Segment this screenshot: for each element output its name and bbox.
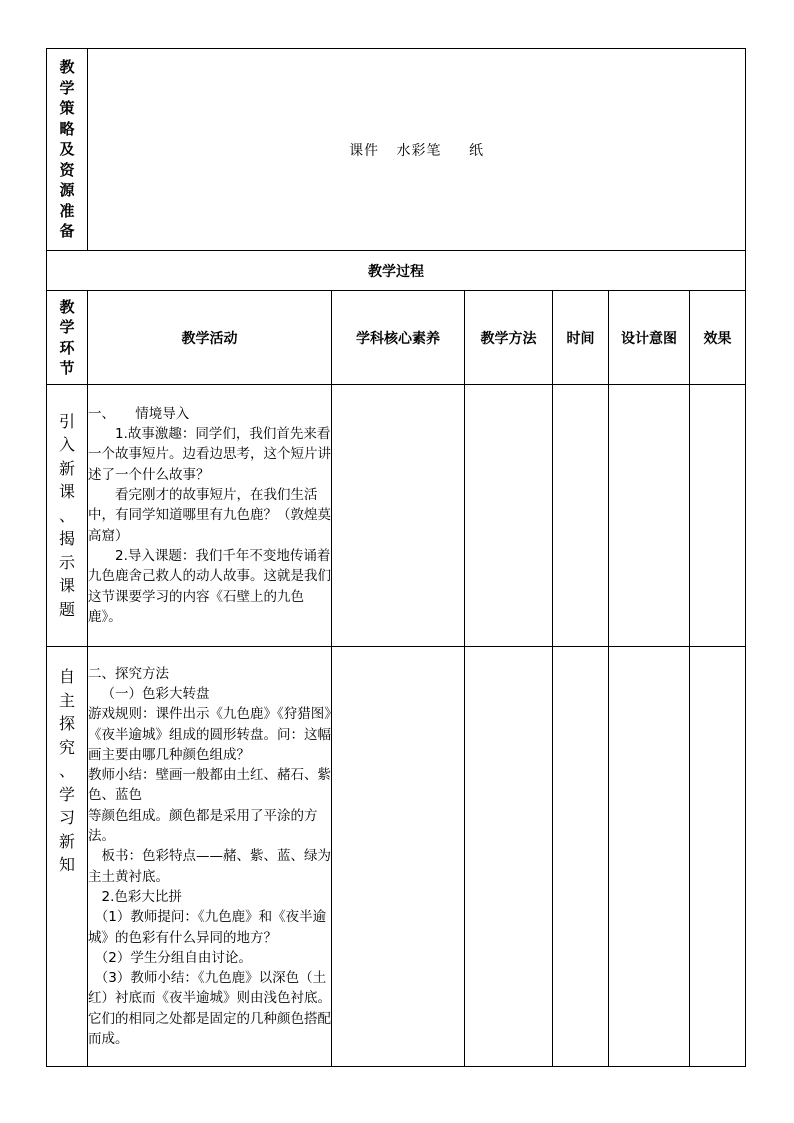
process-title-row xyxy=(47,251,746,291)
activity-line: 1.故事激趣：同学们，我们首先来看一个故事短片。边看边思考，这个短片讲述了一个什么故事？ xyxy=(88,426,331,483)
strategy-row xyxy=(47,49,746,251)
label-char: 引 xyxy=(58,411,75,431)
label-char: 究 xyxy=(58,737,75,757)
label-char: 资 xyxy=(59,160,75,179)
activity-line: 看完刚才的故事短片，在我们生活中，有同学知道哪里有九色鹿？（敦煌莫高窟） xyxy=(88,487,331,544)
activity-line: （1）教师提问：《九色鹿》和《夜半逾城》的色彩有什么异同的地方？ xyxy=(88,909,327,946)
stage-row xyxy=(47,385,746,647)
strategy-label xyxy=(47,49,88,251)
label-char: 及 xyxy=(59,140,75,159)
label-char: 课 xyxy=(58,482,75,502)
activity-line: 2.导入课题：我们千年不变地传诵着九色鹿舍己救人的动人故事。这就是我们这节课要学习的内容《石壁上的九色鹿》。 xyxy=(88,547,331,625)
label-char: 揭 xyxy=(58,529,75,549)
label-char: 题 xyxy=(58,599,75,619)
label-char: 入 xyxy=(58,435,75,455)
stage-row xyxy=(47,647,746,1067)
activity-cell xyxy=(88,647,332,1067)
activity-line: （一）色彩大转盘 xyxy=(101,685,210,702)
intent-cell xyxy=(609,385,690,647)
label-char: 源 xyxy=(59,181,75,200)
intent-cell xyxy=(609,647,690,1067)
activity-line: 板书：色彩特点——赭、紫、蓝、绿为主土黄衬底。 xyxy=(88,848,331,885)
activity-line: （3）教师小结：《九色鹿》以深色（土红）衬底而《夜半逾城》则由浅色衬底。它们的相同之处都是固定的几种颜色搭配而成。 xyxy=(88,970,331,1048)
column-header-time: 时间 xyxy=(553,291,609,385)
label-char: 探 xyxy=(58,714,75,733)
header-row xyxy=(47,291,746,385)
stage-label xyxy=(47,385,88,647)
lesson-plan-table xyxy=(46,48,746,1067)
activity-line: （2）学生分组自由讨论。 xyxy=(94,949,252,966)
label-char: 备 xyxy=(59,222,75,241)
effect-cell xyxy=(690,385,746,647)
activity-line: 教师小结：壁画一般都由土红、赭石、紫色、蓝色 xyxy=(88,767,331,804)
process-title: 教学过程 xyxy=(47,251,746,291)
time-cell xyxy=(553,385,609,647)
label-char: 策 xyxy=(59,99,75,118)
label-char: 知 xyxy=(58,855,75,874)
activity-cell xyxy=(88,385,332,647)
activity-line: 游戏规则：课件出示《九色鹿》《狩猎图》《夜半逾城》组成的圆形转盘。问：这幅画主要由哪几种颜色组成？ xyxy=(88,706,331,763)
literacy-cell xyxy=(332,647,465,1067)
label-char: 准 xyxy=(59,201,75,220)
label-char: 教 xyxy=(59,58,75,77)
resources-cell xyxy=(88,49,746,251)
column-header-activity: 教学活动 xyxy=(88,291,332,385)
label-char: 示 xyxy=(58,552,75,572)
label-char: 略 xyxy=(59,119,75,138)
label-char: 新 xyxy=(58,831,75,851)
column-header-intent: 设计意图 xyxy=(609,291,690,385)
resource-item: 水彩笔 xyxy=(396,142,442,159)
label-char: 习 xyxy=(58,808,75,827)
resource-item: 纸 xyxy=(468,142,484,159)
stage-header xyxy=(47,291,88,385)
label-char: 学 xyxy=(59,78,75,97)
stage-label xyxy=(47,647,88,1067)
label-char: 学 xyxy=(59,318,75,336)
label-char: 环 xyxy=(59,338,75,357)
method-cell xyxy=(465,385,553,647)
label-char: 、 xyxy=(58,505,75,525)
label-char: 、 xyxy=(58,761,75,780)
label-char: 新 xyxy=(58,458,75,478)
column-header-method: 教学方法 xyxy=(465,291,553,385)
label-char: 学 xyxy=(58,784,75,804)
label-char: 课 xyxy=(58,576,75,596)
activity-line: 二、探究方法 xyxy=(88,665,169,682)
effect-cell xyxy=(690,647,746,1067)
column-header-effect: 效果 xyxy=(690,291,746,385)
activity-line: 一、 情境导入 xyxy=(88,405,190,422)
resource-item: 课件 xyxy=(349,142,380,159)
activity-line: 等颜色组成。颜色都是采用了平涂的方法。 xyxy=(88,807,318,845)
label-char: 主 xyxy=(58,690,75,710)
literacy-cell xyxy=(332,385,465,647)
activity-line: 2.色彩大比拼 xyxy=(101,888,182,905)
label-char: 节 xyxy=(59,359,75,377)
column-header-literacy: 学科核心素养 xyxy=(332,291,465,385)
time-cell xyxy=(553,647,609,1067)
label-char: 教 xyxy=(59,297,75,316)
label-char: 自 xyxy=(58,667,75,686)
method-cell xyxy=(465,647,553,1067)
